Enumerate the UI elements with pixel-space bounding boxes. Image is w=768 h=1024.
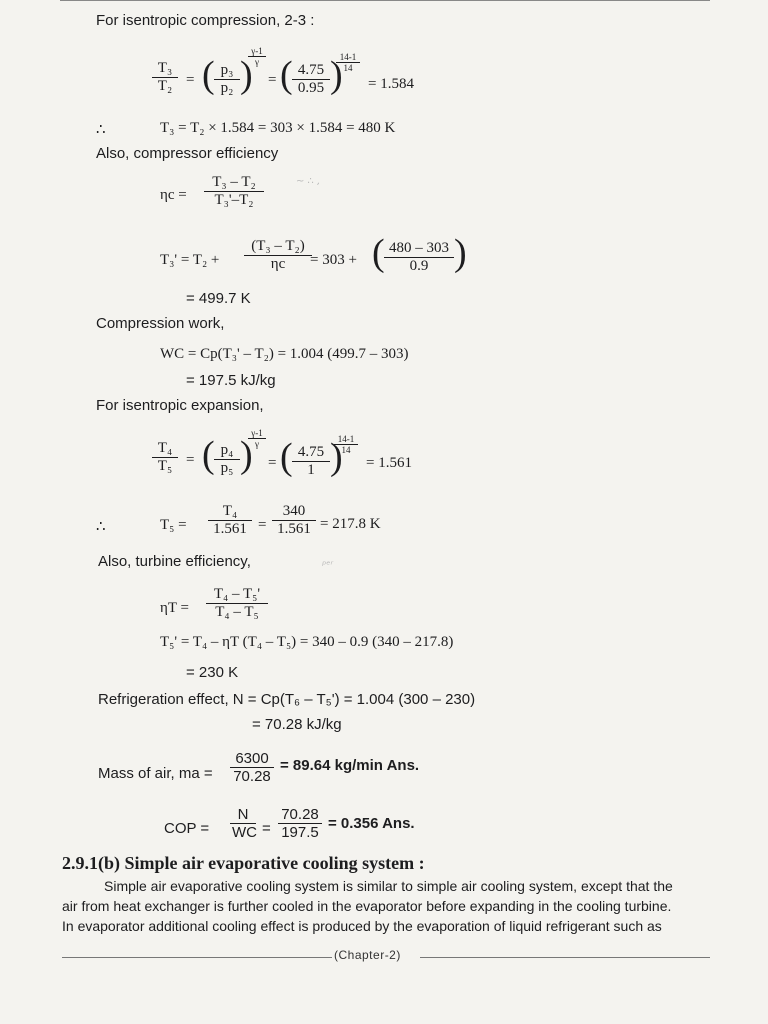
t5-prime-result: = 230 K	[186, 664, 239, 681]
cop-fraction-symbolic: $\frac{N}{WC}$	[232, 806, 257, 841]
gamma-exponent: γ-1 γ	[248, 46, 266, 67]
compression-value-ratio: $\frac{4.75}{0.95}$	[292, 62, 330, 97]
mass-of-air-fraction: $\frac{6300}{70.28}$	[230, 750, 274, 785]
compression-pressure-ratio: $\frac{\text{p₃}}{\text{p₂}}$	[214, 62, 240, 97]
right-paren: )	[454, 232, 467, 274]
mass-of-air-label: Mass of air, ma =	[98, 765, 213, 782]
refrigeration-effect-equation: Refrigeration effect, N = Cp(T₆ – T₅') = 1.004 (300 – 230)	[98, 691, 476, 708]
numeric-exponent: 14-1 14	[334, 434, 358, 455]
cop-fraction-numeric: $\frac{70.28}{197.5}$	[278, 806, 322, 841]
compression-temp-ratio: $\frac{\text{T₃}}{\text{T₂}}$	[152, 60, 178, 95]
compressor-efficiency-label: ηc =	[160, 187, 187, 203]
t3-equation: T₃ = T₂ × 1.584 = 303 × 1.584 = 480 K	[160, 120, 396, 136]
t5-prime-equation: T₅' = T₄ – ηT (T₄ – T₅) = 340 – 0.9 (340 – 217.8)	[160, 634, 454, 650]
expansion-pressure-ratio: $\frac{\text{p₄}}{\text{p₅}}$	[214, 442, 240, 477]
equals-sign: =	[258, 517, 267, 533]
compression-ratio-result: = 1.584	[368, 76, 414, 92]
t5-fraction-symbolic: $\frac{\text{T₄}}{1.561}$	[208, 503, 252, 538]
equals-sign: =	[262, 820, 271, 837]
t3-prime-result: = 499.7 K	[186, 290, 251, 307]
compressor-efficiency-fraction: $\frac{\text{T₃ – T₂}}{\text{T₃'–T₂}}$	[204, 174, 264, 209]
expansion-temp-ratio: $\frac{\text{T₄}}{\text{T₅}}$	[152, 440, 178, 475]
expansion-intro: For isentropic expansion,	[96, 397, 264, 414]
expansion-ratio-result: = 1.561	[366, 455, 412, 471]
t5-fraction-numeric: $\frac{340}{1.561}$	[272, 503, 316, 538]
footer-rule-right	[420, 957, 710, 958]
t3-prime-value-fraction: $\frac{480 - 303}{0.9}$	[384, 240, 454, 275]
t5-result: = 217.8 K	[320, 516, 381, 532]
cop-label: COP =	[164, 820, 210, 837]
left-paren: (	[202, 54, 215, 96]
equals-sign: =	[186, 452, 195, 468]
right-paren: )	[240, 434, 253, 476]
footer-chapter-label: (Chapter-2)	[334, 948, 401, 962]
left-paren: (	[202, 434, 215, 476]
section-heading: 2.9.1(b) Simple air evaporative cooling system :	[62, 853, 425, 873]
pencil-marks: ~ ∴ ,	[296, 176, 321, 187]
t5-lhs: T₅ =	[160, 517, 187, 533]
paragraph-line-2: air from heat exchanger is further cooled in the evaporator before expanding in the cooling turbine.	[62, 898, 672, 914]
t3-prime-middle: = 303 +	[310, 252, 357, 268]
compression-work-intro: Compression work,	[96, 315, 225, 332]
t3-prime-lhs: T₃' = T₂ +	[160, 252, 220, 268]
compression-work-result: = 197.5 kJ/kg	[186, 372, 276, 389]
therefore-symbol: ∴	[96, 519, 106, 535]
therefore-symbol: ∴	[96, 122, 106, 138]
left-paren: (	[372, 232, 385, 274]
top-border	[60, 0, 710, 4]
right-paren: )	[240, 54, 253, 96]
pencil-marks: ᵖᵉʳ	[322, 560, 334, 571]
turbine-efficiency-intro: Also, turbine efficiency,	[98, 553, 251, 570]
paragraph-line-3: In evaporator additional cooling effect is produced by the evaporation of liquid refrigerant such as	[62, 918, 662, 934]
equals-sign: =	[186, 72, 195, 88]
turbine-efficiency-fraction: $\frac{\text{T₄ – T₅'}}{\text{T₄ – T₅}}$	[206, 586, 268, 621]
expansion-value-ratio: $\frac{4.75}{1}$	[292, 444, 330, 479]
gamma-exponent: γ-1 γ	[248, 428, 266, 449]
turbine-efficiency-label: ηT =	[160, 600, 189, 616]
equals-sign: =	[268, 72, 277, 88]
right-paren: )	[330, 54, 343, 96]
mass-of-air-result: = 89.64 kg/min Ans.	[280, 757, 420, 774]
cop-result: = 0.356 Ans.	[328, 815, 415, 832]
compression-work-equation: WC = Cp(T₃' – T₂) = 1.004 (499.7 – 303)	[160, 346, 409, 362]
right-paren: )	[330, 436, 343, 478]
footer-rule-left	[62, 957, 332, 958]
paragraph-line-1: Simple air evaporative cooling system is similar to simple air cooling system, except that the	[104, 878, 673, 894]
left-paren: (	[280, 54, 293, 96]
t3-prime-fraction: $\frac{\text{(T₃ – T₂)}}{\eta c}$	[244, 238, 312, 273]
equals-sign: =	[268, 455, 277, 471]
compressor-efficiency-intro: Also, compressor efficiency	[96, 145, 279, 162]
refrigeration-effect-result: = 70.28 kJ/kg	[252, 716, 342, 733]
numeric-exponent: 14-1 14	[336, 52, 360, 73]
compression-intro: For isentropic compression, 2-3 :	[96, 12, 315, 29]
left-paren: (	[280, 436, 293, 478]
